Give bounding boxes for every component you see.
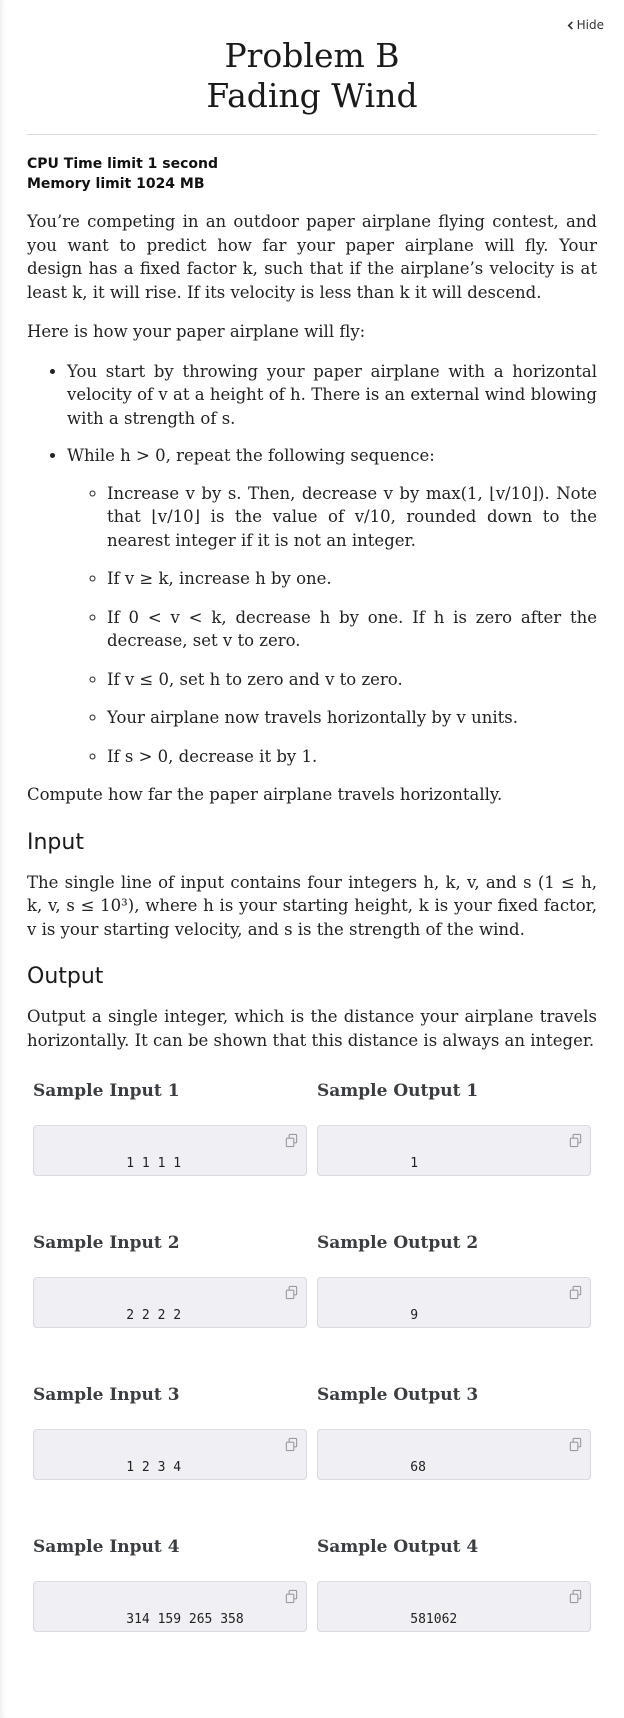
sample-input-title: Sample Input 4 xyxy=(33,1537,180,1557)
title-divider xyxy=(27,134,597,135)
sample-input-box[interactable] xyxy=(33,1277,307,1328)
sample-output-box[interactable] xyxy=(317,1277,591,1328)
sample-output-text: 9 xyxy=(410,1308,419,1323)
step-stop: ◦ If v ≤ 0, set h to zero and v to zero. xyxy=(107,668,597,692)
sample-row xyxy=(27,1068,597,1176)
sample-row xyxy=(27,1220,597,1328)
memory-limit: Memory limit 1024 MB xyxy=(27,176,205,192)
step-travel: ◦ Your airplane now travels horizontally by v units. xyxy=(107,706,597,730)
step-descend: ◦ If 0 < v < k, decrease h by one. If h is zero after the decrease, set v to zero. xyxy=(107,606,597,653)
copy-icon[interactable] xyxy=(568,1285,583,1300)
sample-output-col xyxy=(317,1068,591,1176)
step-increase-decrease: ◦ Increase v by s. Then, decrease v by max(1, ⌊v/10⌋). Note that ⌊v/10⌋ is the value of v/10, rounded down to the nearest integer if it is not an integer. xyxy=(107,482,597,553)
sample-input-title: Sample Input 2 xyxy=(33,1233,180,1253)
copy-icon[interactable] xyxy=(284,1285,299,1300)
page-title xyxy=(27,0,597,116)
sample-output-box[interactable] xyxy=(317,1581,591,1632)
sample-output-col xyxy=(317,1372,591,1480)
rule-throw: • You start by throwing your paper airplane with a horizontal velocity of v at a height of h. There is an external wind blowing with a strength of s. xyxy=(67,360,597,431)
sample-input-col xyxy=(33,1372,307,1480)
sample-input-text: 1 2 3 4 xyxy=(126,1460,182,1475)
sample-output-title: Sample Output 4 xyxy=(317,1537,479,1557)
hide-button[interactable] xyxy=(566,18,604,32)
statement-how-it-flies: Here is how your paper airplane will fly: xyxy=(27,322,366,341)
sample-input-col xyxy=(33,1524,307,1632)
step-rise: ◦ If v ≥ k, increase h by one. xyxy=(107,567,597,591)
sample-output-title: Sample Output 3 xyxy=(317,1385,479,1405)
sample-output-col xyxy=(317,1524,591,1632)
statement-compute: Compute how far the paper airplane travels horizontally. xyxy=(27,785,503,804)
output-heading: Output xyxy=(27,964,104,989)
title-line-2: Fading Wind xyxy=(206,76,418,115)
sample-input-title: Sample Input 3 xyxy=(33,1385,180,1405)
sample-output-col xyxy=(317,1220,591,1328)
sample-output-text: 581062 xyxy=(410,1612,458,1627)
loop-steps xyxy=(67,482,597,769)
sample-input-col xyxy=(33,1220,307,1328)
sample-row xyxy=(27,1372,597,1480)
statement-intro: You’re competing in an outdoor paper airplane flying contest, and you want to predict how far your paper airplane will fly. Your design has a fixed factor k, such that if the airplane’s velocity is at least k, it will rise. If its velocity is less than k it will descend. xyxy=(27,212,597,302)
sample-output-title: Sample Output 1 xyxy=(317,1081,479,1101)
flight-rules xyxy=(27,360,597,769)
sample-output-text: 68 xyxy=(410,1460,426,1475)
input-description: The single line of input contains four integers h, k, v, and s (1 ≤ h, k, v, s ≤ 10³), where h is your starting height, k is your fixed factor, v is your starting velocity, and s is the strength of the wind. xyxy=(27,872,597,939)
sample-output-text: 1 xyxy=(410,1156,419,1171)
sample-output-box[interactable] xyxy=(317,1429,591,1480)
rule-loop xyxy=(67,444,597,768)
samples xyxy=(27,1068,597,1632)
rule-loop-text: While h > 0, repeat the following sequence: xyxy=(67,446,435,465)
sample-output-box[interactable] xyxy=(317,1125,591,1176)
limits xyxy=(27,154,597,194)
sample-row xyxy=(27,1524,597,1632)
sample-input-box[interactable] xyxy=(33,1581,307,1632)
copy-icon[interactable] xyxy=(284,1589,299,1604)
copy-icon[interactable] xyxy=(568,1133,583,1148)
step-wind-decay: ◦ If s > 0, decrease it by 1. xyxy=(107,745,597,769)
copy-icon[interactable] xyxy=(568,1437,583,1452)
copy-icon[interactable] xyxy=(284,1133,299,1148)
output-description: Output a single integer, which is the distance your airplane travels horizontally. It can be shown that this distance is always an integer. xyxy=(27,1007,597,1050)
sample-input-box[interactable] xyxy=(33,1125,307,1176)
sample-input-text: 2 2 2 2 xyxy=(126,1308,182,1323)
chevron-left-icon xyxy=(566,21,575,30)
cpu-limit: CPU Time limit 1 second xyxy=(27,156,218,172)
sample-input-title: Sample Input 1 xyxy=(33,1081,180,1101)
sample-input-col xyxy=(33,1068,307,1176)
sample-input-text: 314 159 265 358 xyxy=(126,1612,244,1627)
hide-label: Hide xyxy=(576,18,604,32)
copy-icon[interactable] xyxy=(568,1589,583,1604)
input-heading: Input xyxy=(27,829,84,855)
sample-output-title: Sample Output 2 xyxy=(317,1233,479,1253)
title-line-1: Problem B xyxy=(224,36,400,75)
sample-input-text: 1 1 1 1 xyxy=(126,1156,182,1171)
copy-icon[interactable] xyxy=(284,1437,299,1452)
sample-input-box[interactable] xyxy=(33,1429,307,1480)
